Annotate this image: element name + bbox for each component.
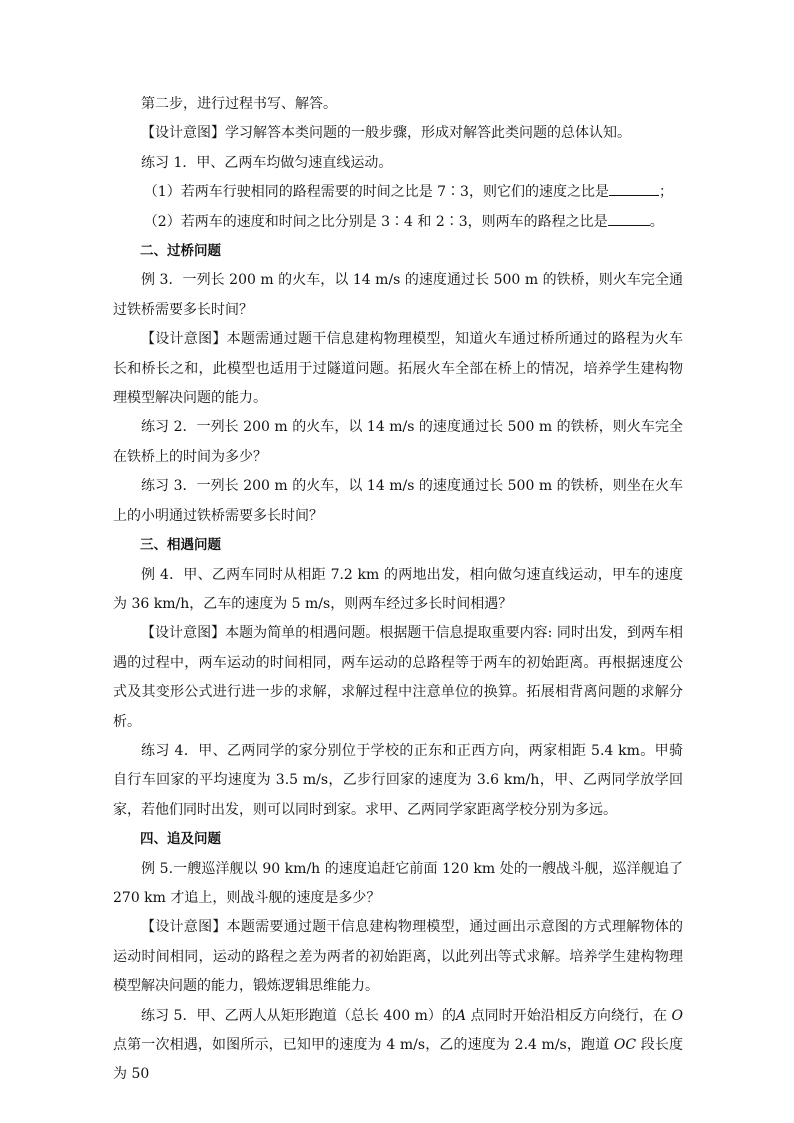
paragraph-example-4: 例 4．甲、乙两车同时从相距 7.2 km 的两地出发，相向做匀速直线运动，甲车的速度为 36 km/h，乙车的速度为 5 m/s，则两车经过多长时间相遇？ xyxy=(113,566,683,612)
paragraph-exercise-4: 练习 4．甲、乙两同学的家分别位于学校的正东和正西方向，两家相距 5.4 km。甲骑自行车回家的平均速度为 3.5 m/s，乙步行回家的速度为 3.6 km/h，甲、乙两同学放学回家，若他们同时出发，则可以同时到家。求甲、乙两同学家距离学校分别为多远。 xyxy=(113,742,683,818)
heading-meeting-problem: 三、相遇问题 xyxy=(140,537,221,554)
paragraph-exercise-1-part-2 xyxy=(113,208,683,237)
paragraph-example-3: 例 3．一列长 200 m 的火车，以 14 m/s 的速度通过长 500 m 的铁桥，则火车完全通过铁桥需要多长时间？ xyxy=(113,272,683,318)
exercise-5-text-1: 练习 5．甲、乙两人从矩形跑道（总长 400 m）的 xyxy=(141,1007,456,1024)
paragraph-step-two: 第二步，进行过程书写、解答。 xyxy=(141,96,337,112)
paragraph-design-intent-4: 【设计意图】本题需要通过题干信息建构物理模型，通过画出示意图的方式理解物体的运动时间相同，运动的路程之差为两者的初始距离，以此列出等式求解。培养学生建构物理模型解决问题的能力，锻炼逻辑思维能力。 xyxy=(113,919,683,995)
paragraph-exercise-1: 练习 1．甲、乙两车均做匀速直线运动。 xyxy=(141,154,393,171)
exercise-5-text-3: 点第一次相遇，如图所示，已知甲的速度为 4 m/s，乙的速度为 2.4 m/s，跑道 xyxy=(113,1037,614,1053)
paragraph-exercise-1-part-1 xyxy=(113,178,683,207)
segment-oc-label: OC xyxy=(613,1037,637,1053)
exercise-1-part-1-end: ； xyxy=(658,184,673,201)
exercise-1-part-2-end: 。 xyxy=(649,213,664,230)
paragraph-design-intent-2: 【设计意图】本题需通过题干信息建构物理模型，知道火车通过桥所通过的路程为火车长和桥长之和，此模型也适用于过隧道问题。拓展火车全部在桥上的情况，培养学生建构物理模型解决问题的能力。 xyxy=(113,331,683,407)
answer-blank-2 xyxy=(608,211,650,226)
exercise-1-part-2-text: （2）若两车的速度和时间之比分别是 3∶4 和 2∶3，则两车的路程之比是 xyxy=(143,213,608,230)
exercise-5-text-2: 点同时开始沿相反方向绕行，在 xyxy=(466,1007,672,1024)
paragraph-exercise-3: 练习 3．一列长 200 m 的火车，以 14 m/s 的速度通过长 500 m 的铁桥，则坐在火车上的小明通过铁桥需要多长时间？ xyxy=(113,478,683,524)
exercise-5-text-4: 段长度为 50 xyxy=(113,1037,683,1083)
point-o-label: O xyxy=(671,1007,683,1024)
paragraph-design-intent-3: 【设计意图】本题为简单的相遇问题。根据题干信息提取重要内容: 同时出发，到两车相遇的过程中，两车运动的时间相同，两车运动的总路程等于两车的初始距离。再根据速度公式及其变形公式进行进一步的求解，求解过程中注意单位的换算。拓展相背离问题的求解分析。 xyxy=(113,625,683,730)
paragraph-example-5: 例 5.一艘巡洋舰以 90 km/h 的速度追赶它前面 120 km 处的一艘战斗舰，巡洋舰追了 270 km 才追上，则战斗舰的速度是多少？ xyxy=(113,860,683,906)
answer-blank-1 xyxy=(609,181,659,196)
heading-pursuit-problem: 四、追及问题 xyxy=(140,831,221,848)
point-a-label: A xyxy=(455,1007,467,1024)
paragraph-design-intent-1: 【设计意图】学习解答本类问题的一般步骤，形成对解答此类问题的总体认知。 xyxy=(141,125,631,142)
paragraph-exercise-2: 练习 2．一列长 200 m 的火车，以 14 m/s 的速度通过长 500 m 的铁桥，则火车完全在铁桥上的时间为多少？ xyxy=(113,419,683,465)
exercise-1-part-1-text: （1）若两车行驶相同的路程需要的时间之比是 7∶3，则它们的速度之比是 xyxy=(143,184,609,201)
paragraph-exercise-5 xyxy=(113,1002,683,1090)
document-page xyxy=(113,90,683,1090)
heading-bridge-problem: 二、过桥问题 xyxy=(140,243,221,260)
